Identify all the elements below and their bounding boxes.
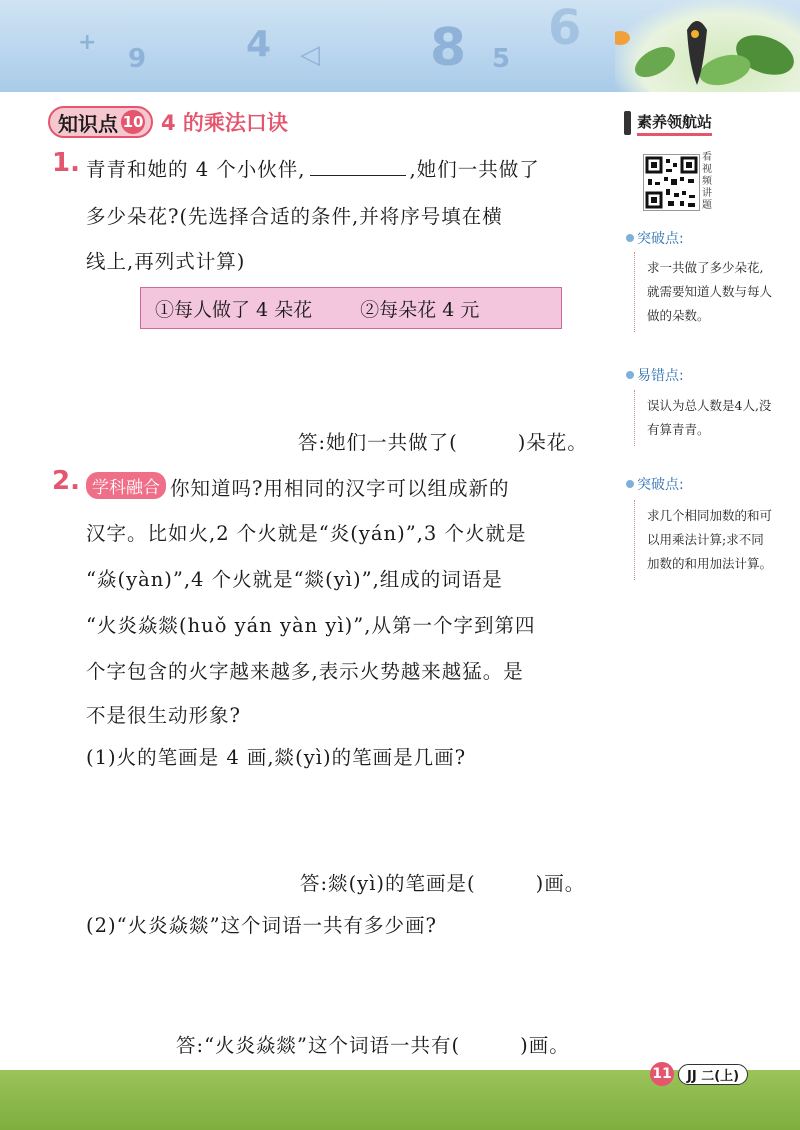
option-1: ①每人做了 4 朵花	[155, 298, 313, 321]
answer-text: 答:燚(yì)的笔画是(	[300, 872, 476, 895]
qr-caption: 看视频讲题	[702, 152, 712, 211]
grade-label: JJ 二(上)	[678, 1064, 748, 1085]
bookmark-icon	[624, 111, 631, 135]
question-2-line-3: “焱(yàn)”,4 个火就是“燚(yì)”,组成的词语是	[86, 568, 503, 591]
sidebar-heading-mistake	[626, 365, 684, 385]
question-text: 青青和她的 4 个小伙伴,	[86, 158, 306, 181]
question-1-line-2: 多少朵花?(先选择合适的条件,并将序号填在横	[86, 205, 503, 228]
dot-icon	[626, 480, 634, 488]
question-number: 2.	[52, 466, 80, 496]
kp-label: 知识点	[58, 111, 118, 136]
decor-triangle: ◁	[300, 40, 320, 70]
answer-blank-line[interactable]	[310, 157, 406, 176]
sidebar-title-text: 素养领航站	[637, 111, 712, 136]
question-2-line-1	[86, 472, 509, 501]
page-number: 11	[650, 1062, 674, 1086]
sub-question-2-answer	[176, 1030, 570, 1058]
decor-plus: +	[78, 30, 97, 55]
decor-digit: 5	[492, 44, 511, 74]
question-1-answer	[298, 427, 588, 455]
subject-integration-tag: 学科融合	[86, 472, 166, 499]
sidebar-heading-text: 易错点:	[637, 368, 684, 384]
qr-code[interactable]	[643, 154, 700, 211]
dot-icon	[626, 371, 634, 379]
knowledge-point-badge	[48, 106, 153, 138]
sidebar-note: 求几个相同加数的和可以用乘法计算;求不同加数的和用加法计算。	[634, 500, 775, 580]
sidebar-title	[624, 110, 712, 136]
section-title: 4 的乘法口诀	[161, 111, 288, 135]
sub-question-2: (2)“火炎焱燚”这个词语一共有多少画?	[86, 914, 438, 937]
question-2-line-5: 个字包含的火字越来越多,表示火势越来越猛。是	[86, 660, 524, 683]
answer-text: )画。	[535, 872, 586, 895]
question-number: 1.	[52, 148, 80, 178]
condition-options-box	[140, 287, 562, 329]
page-number-badge	[650, 1062, 748, 1086]
option-2: ②每朵花 4 元	[360, 298, 480, 321]
sidebar-note: 求一共做了多少朵花,就需要知道人数与每人做的朵数。	[634, 252, 775, 332]
question-1-line-3: 线上,再列式计算)	[86, 250, 246, 273]
sidebar-heading-breakthrough	[626, 228, 684, 248]
answer-text: 答:“火炎焱燚”这个词语一共有(	[176, 1034, 461, 1057]
question-text: ,她们一共做了	[409, 158, 540, 181]
question-text: 你知道吗?用相同的汉字可以组成新的	[170, 477, 510, 500]
sidebar-heading-text: 突破点:	[637, 477, 684, 493]
plant-illustration	[615, 0, 800, 92]
decor-digit: 4	[246, 24, 272, 65]
answer-text: )画。	[520, 1034, 570, 1057]
answer-text: 答:她们一共做了(	[298, 431, 458, 454]
sidebar-heading-breakthrough	[626, 474, 684, 494]
leaf-decoration	[615, 0, 800, 92]
answer-text: )朵花。	[517, 431, 588, 454]
decor-digit: 9	[128, 44, 147, 74]
section-header	[48, 106, 288, 138]
qr-code-icon	[644, 155, 699, 210]
kp-number: 10	[121, 110, 145, 134]
decor-digit: 8	[430, 18, 467, 78]
decor-digit: 6	[548, 0, 582, 56]
sidebar-heading-text: 突破点:	[637, 231, 684, 247]
question-2-line-6: 不是很生动形象?	[86, 704, 241, 727]
sub-question-1: (1)火的笔画是 4 画,燚(yì)的笔画是几画?	[86, 746, 467, 769]
question-2-line-2: 汉字。比如火,2 个火就是“炎(yán)”,3 个火就是	[86, 522, 527, 545]
dot-icon	[626, 234, 634, 242]
question-1-line-1	[86, 154, 540, 182]
sidebar-note: 误认为总人数是4人,没有算青青。	[634, 390, 775, 446]
sub-question-1-answer	[300, 868, 585, 896]
question-2-line-4: “火炎焱燚(huǒ yán yàn yì)”,从第一个字到第四	[86, 614, 536, 637]
